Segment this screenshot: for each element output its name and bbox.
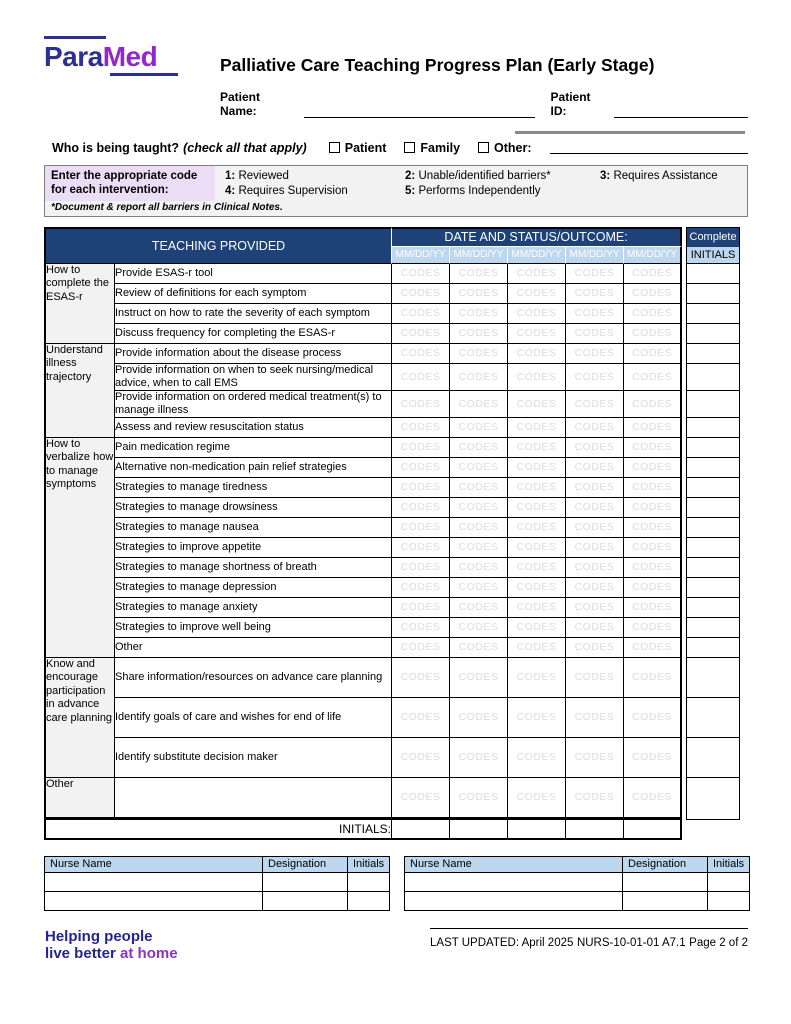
code-entry-cell[interactable]: CODES xyxy=(566,264,624,284)
nurse-entry-cell[interactable] xyxy=(263,891,348,910)
initials-row-label: INITIALS: xyxy=(44,820,392,840)
code-entry-cell[interactable]: CODES xyxy=(566,658,624,698)
intervention-label: Provide ESAS-r tool xyxy=(115,264,392,284)
legend-intro: Enter the appropriate code for each intervention: xyxy=(45,166,215,201)
code-entry-cell[interactable]: CODES xyxy=(508,438,566,458)
complete-initials-cell[interactable] xyxy=(686,344,740,364)
intervention-label: Instruct on how to rate the severity of each symptom xyxy=(115,304,392,324)
nurse-entry-cell[interactable] xyxy=(708,872,750,891)
table-row xyxy=(44,344,740,364)
code-entry-cell[interactable]: CODES xyxy=(392,538,450,558)
nurse-table-row xyxy=(45,872,390,891)
logo-bottom-rule xyxy=(110,73,178,76)
complete-initials-cell[interactable] xyxy=(686,778,740,820)
code-entry-cell[interactable]: CODES xyxy=(566,324,624,344)
patient-id-secondary-line xyxy=(515,131,745,134)
code-entry-cell[interactable]: CODES xyxy=(392,738,450,778)
code-entry-cell[interactable]: CODES xyxy=(450,598,508,618)
date-status-header: DATE AND STATUS/OUTCOME: xyxy=(392,227,682,247)
checkbox-icon[interactable] xyxy=(404,142,415,153)
nurse-entry-cell[interactable] xyxy=(405,872,623,891)
code-entry-cell[interactable]: CODES xyxy=(508,498,566,518)
nurse-table-2 xyxy=(404,856,750,911)
paramed-logo xyxy=(44,30,220,76)
table-row xyxy=(44,478,740,498)
footer-meta xyxy=(430,928,748,949)
code-entry-cell[interactable]: CODES xyxy=(392,518,450,538)
code-entry-cell[interactable]: CODES xyxy=(392,264,450,284)
code-entry-cell[interactable]: CODES xyxy=(392,418,450,438)
nurse-entry-cell[interactable] xyxy=(348,891,390,910)
code-entry-cell[interactable]: CODES xyxy=(450,698,508,738)
code-entry-cell[interactable]: CODES xyxy=(566,698,624,738)
intervention-label: Strategies to manage shortness of breath xyxy=(115,558,392,578)
document-id-text: NURS-10-01-01 A7.1 xyxy=(576,936,686,949)
initials-entry-cell[interactable] xyxy=(392,820,450,840)
intervention-label: Strategies to manage tiredness xyxy=(115,478,392,498)
code-entry-cell[interactable]: CODES xyxy=(392,658,450,698)
code-entry-cell[interactable]: CODES xyxy=(392,478,450,498)
code-entry-cell[interactable]: CODES xyxy=(508,344,566,364)
nurse-table-row xyxy=(405,872,750,891)
tagline-line1: Helping people xyxy=(45,927,153,945)
intervention-label: Strategies to manage anxiety xyxy=(115,598,392,618)
table-row xyxy=(44,598,740,618)
table-row xyxy=(44,391,740,418)
patient-name-label: Patient Name: xyxy=(220,90,261,118)
code-5-label: Performs Independently xyxy=(418,184,541,197)
code-entry-cell[interactable]: CODES xyxy=(392,304,450,324)
code-entry-cell[interactable]: CODES xyxy=(450,324,508,344)
code-2-label: Unable/identified barriers* xyxy=(418,169,551,182)
code-entry-cell[interactable]: CODES xyxy=(508,304,566,324)
logo-top-rule xyxy=(44,36,106,39)
code-legend-box xyxy=(44,165,748,217)
who-taught-row xyxy=(44,141,748,155)
complete-initials-cell[interactable] xyxy=(686,284,740,304)
code-entry-cell[interactable]: CODES xyxy=(508,478,566,498)
table-row xyxy=(44,284,740,304)
code-entry-cell[interactable]: CODES xyxy=(566,418,624,438)
code-entry-cell[interactable]: CODES xyxy=(566,558,624,578)
date-column-header: MM/DD/YY xyxy=(508,247,566,264)
code-entry-cell[interactable]: CODES xyxy=(624,264,682,284)
who-taught-note: (check all that apply) xyxy=(183,140,307,155)
table-row xyxy=(44,324,740,344)
code-entry-cell[interactable]: CODES xyxy=(624,418,682,438)
group-label: Understand illness trajectory xyxy=(44,344,115,438)
table-row xyxy=(44,578,740,598)
checkbox-label: Family xyxy=(420,140,461,155)
intervention-label: Strategies to improve appetite xyxy=(115,538,392,558)
tagline-line2-purple: at home xyxy=(120,944,178,962)
code-entry-cell[interactable]: CODES xyxy=(450,264,508,284)
intervention-label: Review of definitions for each symptom xyxy=(115,284,392,304)
table-row xyxy=(44,638,740,658)
nurse-signature-tables xyxy=(44,856,748,911)
table-row xyxy=(44,304,740,324)
code-entry-cell[interactable]: CODES xyxy=(566,478,624,498)
table-row xyxy=(44,518,740,538)
legend-code-3 xyxy=(600,169,747,184)
table-row xyxy=(44,264,740,284)
nurse-table-row xyxy=(45,891,390,910)
checkbox-icon[interactable] xyxy=(329,142,340,153)
complete-initials-cell[interactable] xyxy=(686,458,740,478)
code-entry-cell[interactable]: CODES xyxy=(566,304,624,324)
legend-code-5 xyxy=(405,184,600,199)
initials-row xyxy=(44,820,740,840)
code-entry-cell[interactable]: CODES xyxy=(392,778,450,820)
code-entry-cell[interactable]: CODES xyxy=(566,458,624,478)
code-entry-cell[interactable]: CODES xyxy=(624,284,682,304)
initials-entry-cell[interactable] xyxy=(508,820,566,840)
code-entry-cell[interactable]: CODES xyxy=(392,364,450,391)
intervention-label: Other xyxy=(115,638,392,658)
legend-code-2 xyxy=(405,169,600,184)
nurse-col-header: Designation xyxy=(263,856,348,872)
code-entry-cell[interactable]: CODES xyxy=(566,391,624,418)
intervention-label: Strategies to improve well being xyxy=(115,618,392,638)
complete-initials-cell[interactable] xyxy=(686,598,740,618)
code-entry-cell[interactable]: CODES xyxy=(508,458,566,478)
checkbox-icon[interactable] xyxy=(478,142,489,153)
code-entry-cell[interactable]: CODES xyxy=(450,438,508,458)
code-entry-cell[interactable]: CODES xyxy=(624,558,682,578)
intervention-label: Provide information about the disease process xyxy=(115,344,392,364)
table-row xyxy=(44,458,740,478)
code-entry-cell[interactable]: CODES xyxy=(624,304,682,324)
legend-footnote: *Document & report all barriers in Clinical Notes. xyxy=(51,201,283,213)
code-entry-cell[interactable]: CODES xyxy=(508,264,566,284)
intervention-label: Provide information on ordered medical treatment(s) to manage illness xyxy=(115,391,392,418)
table-row xyxy=(44,558,740,578)
code-entry-cell[interactable]: CODES xyxy=(566,344,624,364)
nurse-col-header: Designation xyxy=(623,856,708,872)
date-column-header: MM/DD/YY xyxy=(450,247,508,264)
legend-codes xyxy=(215,166,747,201)
table-row xyxy=(44,698,740,738)
complete-initials-cell[interactable] xyxy=(686,264,740,284)
complete-initials-cell[interactable] xyxy=(686,558,740,578)
nurse-table-1 xyxy=(44,856,390,911)
code-entry-cell[interactable]: CODES xyxy=(508,638,566,658)
table-row xyxy=(44,618,740,638)
code-entry-cell[interactable]: CODES xyxy=(624,498,682,518)
code-entry-cell[interactable]: CODES xyxy=(450,658,508,698)
code-entry-cell[interactable]: CODES xyxy=(508,518,566,538)
code-entry-cell[interactable]: CODES xyxy=(508,418,566,438)
code-entry-cell[interactable]: CODES xyxy=(566,738,624,778)
nurse-col-header: Nurse Name xyxy=(45,856,263,872)
nurse-entry-cell[interactable] xyxy=(45,891,263,910)
table-row xyxy=(44,778,740,820)
code-entry-cell[interactable]: CODES xyxy=(392,391,450,418)
complete-initials-cell[interactable] xyxy=(686,438,740,458)
code-entry-cell[interactable]: CODES xyxy=(508,618,566,638)
complete-initials-cell[interactable] xyxy=(686,538,740,558)
intervention-label[interactable] xyxy=(115,778,392,820)
complete-initials-cell[interactable] xyxy=(686,638,740,658)
code-entry-cell[interactable]: CODES xyxy=(624,578,682,598)
logo-para-text: Para xyxy=(44,41,103,72)
code-entry-cell[interactable]: CODES xyxy=(392,324,450,344)
code-entry-cell[interactable]: CODES xyxy=(508,738,566,778)
code-entry-cell[interactable]: CODES xyxy=(624,458,682,478)
code-entry-cell[interactable]: CODES xyxy=(566,498,624,518)
patient-id-label: Patient ID: xyxy=(550,90,591,118)
code-entry-cell[interactable]: CODES xyxy=(392,618,450,638)
code-1-label: Reviewed xyxy=(238,169,289,182)
nurse-entry-cell[interactable] xyxy=(348,872,390,891)
intervention-label: Discuss frequency for completing the ESAS-r xyxy=(115,324,392,344)
legend-code-4 xyxy=(225,184,405,199)
initials-entry-cell[interactable] xyxy=(624,820,682,840)
checkbox-label: Other: xyxy=(494,140,532,155)
brand-tagline xyxy=(44,928,244,962)
code-entry-cell[interactable]: CODES xyxy=(624,344,682,364)
other-field[interactable] xyxy=(550,141,748,154)
code-entry-cell[interactable]: CODES xyxy=(624,618,682,638)
table-row xyxy=(44,658,740,698)
code-entry-cell[interactable]: CODES xyxy=(392,558,450,578)
legend-code-1 xyxy=(225,169,405,184)
code-entry-cell[interactable]: CODES xyxy=(450,364,508,391)
intervention-label: Share information/resources on advance care planning xyxy=(115,658,392,698)
code-entry-cell[interactable]: CODES xyxy=(450,618,508,638)
teaching-provided-header: TEACHING PROVIDED xyxy=(44,227,392,264)
complete-initials-cell[interactable] xyxy=(686,324,740,344)
code-entry-cell[interactable]: CODES xyxy=(450,558,508,578)
code-entry-cell[interactable]: CODES xyxy=(392,284,450,304)
intervention-label: Identify goals of care and wishes for end of life xyxy=(115,698,392,738)
group-label: Know and encourage participation in advance care planning xyxy=(44,658,115,778)
code-entry-cell[interactable]: CODES xyxy=(566,518,624,538)
page-header xyxy=(44,30,748,76)
code-4-label: Requires Supervision xyxy=(238,184,348,197)
who-option-other xyxy=(478,141,532,155)
who-option-family xyxy=(404,141,460,155)
logo-med-text: Med xyxy=(102,41,158,72)
complete-initials-cell[interactable] xyxy=(686,578,740,598)
nurse-table-row xyxy=(405,891,750,910)
table-row xyxy=(44,498,740,518)
code-2-num: 2 : xyxy=(405,170,418,182)
code-entry-cell[interactable]: CODES xyxy=(392,598,450,618)
code-entry-cell[interactable]: CODES xyxy=(508,658,566,698)
nurse-entry-cell[interactable] xyxy=(623,872,708,891)
checkbox-label: Patient xyxy=(344,140,387,155)
code-entry-cell[interactable]: CODES xyxy=(450,458,508,478)
code-entry-cell[interactable]: CODES xyxy=(624,364,682,391)
code-entry-cell[interactable]: CODES xyxy=(508,698,566,738)
code-entry-cell[interactable]: CODES xyxy=(508,391,566,418)
complete-initials-cell[interactable] xyxy=(686,518,740,538)
code-entry-cell[interactable]: CODES xyxy=(508,538,566,558)
tagline-line2-navy: live better xyxy=(45,944,121,962)
complete-header: Complete xyxy=(686,227,740,247)
patient-id-field[interactable] xyxy=(614,104,748,118)
code-entry-cell[interactable]: CODES xyxy=(508,324,566,344)
nurse-entry-cell[interactable] xyxy=(405,891,623,910)
table-row xyxy=(44,738,740,778)
code-entry-cell[interactable]: CODES xyxy=(624,658,682,698)
complete-initials-cell[interactable] xyxy=(686,478,740,498)
date-column-header: MM/DD/YY xyxy=(566,247,624,264)
patient-name-field[interactable] xyxy=(304,104,535,118)
intervention-label: Provide information on when to seek nursing/medical advice, when to call EMS xyxy=(115,364,392,391)
code-entry-cell[interactable]: CODES xyxy=(450,518,508,538)
code-entry-cell[interactable]: CODES xyxy=(392,458,450,478)
table-row xyxy=(44,538,740,558)
nurse-entry-cell[interactable] xyxy=(708,891,750,910)
code-entry-cell[interactable]: CODES xyxy=(624,638,682,658)
complete-initials-cell[interactable] xyxy=(686,391,740,418)
complete-initials-cell[interactable] xyxy=(686,418,740,438)
intervention-label: Assess and review resuscitation status xyxy=(115,418,392,438)
group-label: How to complete the ESAS-r xyxy=(44,264,115,344)
code-entry-cell[interactable]: CODES xyxy=(450,498,508,518)
logo-wordmark xyxy=(44,42,220,72)
code-entry-cell[interactable]: CODES xyxy=(392,438,450,458)
who-option-patient xyxy=(329,141,387,155)
code-entry-cell[interactable]: CODES xyxy=(624,598,682,618)
code-entry-cell[interactable]: CODES xyxy=(450,738,508,778)
complete-initials-cell[interactable] xyxy=(686,304,740,324)
code-1-num: 1 : xyxy=(225,170,238,182)
code-entry-cell[interactable]: CODES xyxy=(624,518,682,538)
table-row xyxy=(44,418,740,438)
last-updated-text: LAST UPDATED: April 2025 xyxy=(430,936,574,949)
code-entry-cell[interactable]: CODES xyxy=(624,324,682,344)
code-4-num: 4 : xyxy=(225,185,238,197)
intervention-label: Alternative non-medication pain relief strategies xyxy=(115,458,392,478)
legend-col-1 xyxy=(225,169,405,199)
tagline-line2 xyxy=(45,945,244,962)
code-entry-cell[interactable]: CODES xyxy=(508,364,566,391)
code-legend-top xyxy=(45,166,747,201)
who-taught-label: Who is being taught? xyxy=(52,140,180,155)
group-label: Other xyxy=(44,778,115,820)
intervention-label: Pain medication regime xyxy=(115,438,392,458)
code-entry-cell[interactable]: CODES xyxy=(450,578,508,598)
code-entry-cell[interactable]: CODES xyxy=(566,364,624,391)
code-entry-cell[interactable]: CODES xyxy=(566,598,624,618)
code-entry-cell[interactable]: CODES xyxy=(450,391,508,418)
intervention-label: Strategies to manage nausea xyxy=(115,518,392,538)
code-entry-cell[interactable]: CODES xyxy=(450,478,508,498)
code-entry-cell[interactable]: CODES xyxy=(450,538,508,558)
code-entry-cell[interactable]: CODES xyxy=(566,578,624,598)
code-entry-cell[interactable]: CODES xyxy=(566,778,624,820)
intervention-label: Strategies to manage drowsiness xyxy=(115,498,392,518)
page-footer xyxy=(44,928,748,962)
code-entry-cell[interactable]: CODES xyxy=(624,478,682,498)
code-entry-cell[interactable]: CODES xyxy=(566,538,624,558)
code-entry-cell[interactable]: CODES xyxy=(508,778,566,820)
page-number-text: Page 2 of 2 xyxy=(689,936,748,949)
code-entry-cell[interactable]: CODES xyxy=(508,558,566,578)
legend-col-2 xyxy=(405,169,600,199)
complete-initials-cell[interactable] xyxy=(686,698,740,738)
code-entry-cell[interactable]: CODES xyxy=(392,344,450,364)
complete-initials-cell[interactable] xyxy=(686,618,740,638)
complete-initials-cell[interactable] xyxy=(686,738,740,778)
code-entry-cell[interactable]: CODES xyxy=(624,538,682,558)
intervention-label: Strategies to manage depression xyxy=(115,578,392,598)
code-entry-cell[interactable]: CODES xyxy=(392,578,450,598)
patient-identity-row xyxy=(220,90,748,118)
who-taught-options xyxy=(329,141,550,155)
code-entry-cell[interactable]: CODES xyxy=(392,498,450,518)
code-5-num: 5 : xyxy=(405,185,418,197)
code-entry-cell[interactable]: CODES xyxy=(624,698,682,738)
page-title: Palliative Care Teaching Progress Plan (Early Stage) xyxy=(220,55,655,75)
code-3-num: 3 : xyxy=(600,170,613,182)
date-column-header: MM/DD/YY xyxy=(624,247,682,264)
legend-col-3 xyxy=(600,169,747,199)
complete-initials-cell[interactable] xyxy=(686,364,740,391)
nurse-entry-cell[interactable] xyxy=(263,872,348,891)
nurse-col-header: Initials xyxy=(708,856,750,872)
initials-column-header: INITIALS xyxy=(686,247,740,264)
code-entry-cell[interactable]: CODES xyxy=(450,344,508,364)
teaching-progress-table xyxy=(44,227,740,840)
nurse-col-header: Nurse Name xyxy=(405,856,623,872)
code-entry-cell[interactable]: CODES xyxy=(624,778,682,820)
code-entry-cell[interactable]: CODES xyxy=(450,284,508,304)
code-entry-cell[interactable]: CODES xyxy=(566,638,624,658)
code-entry-cell[interactable]: CODES xyxy=(566,284,624,304)
complete-initials-cell[interactable] xyxy=(686,498,740,518)
intervention-label: Identify substitute decision maker xyxy=(115,738,392,778)
code-3-label: Requires Assistance xyxy=(613,169,718,182)
code-entry-cell[interactable]: CODES xyxy=(450,304,508,324)
code-entry-cell[interactable]: CODES xyxy=(566,438,624,458)
code-entry-cell[interactable]: CODES xyxy=(508,598,566,618)
nurse-col-header: Initials xyxy=(348,856,390,872)
nurse-entry-cell[interactable] xyxy=(623,891,708,910)
complete-initials-cell[interactable] xyxy=(686,658,740,698)
code-entry-cell[interactable]: CODES xyxy=(624,438,682,458)
initials-entry-cell[interactable] xyxy=(566,820,624,840)
code-entry-cell[interactable]: CODES xyxy=(624,738,682,778)
initials-entry-cell[interactable] xyxy=(450,820,508,840)
code-entry-cell[interactable]: CODES xyxy=(450,418,508,438)
table-row xyxy=(44,364,740,391)
group-label: How to verbalize how to manage symptoms xyxy=(44,438,115,658)
code-entry-cell[interactable]: CODES xyxy=(624,391,682,418)
code-entry-cell[interactable]: CODES xyxy=(450,778,508,820)
code-entry-cell[interactable]: CODES xyxy=(566,618,624,638)
code-entry-cell[interactable]: CODES xyxy=(450,638,508,658)
code-entry-cell[interactable]: CODES xyxy=(392,698,450,738)
code-entry-cell[interactable]: CODES xyxy=(508,578,566,598)
table-row xyxy=(44,438,740,458)
code-entry-cell[interactable]: CODES xyxy=(392,638,450,658)
code-entry-cell[interactable]: CODES xyxy=(508,284,566,304)
date-column-header: MM/DD/YY xyxy=(392,247,450,264)
nurse-entry-cell[interactable] xyxy=(45,872,263,891)
